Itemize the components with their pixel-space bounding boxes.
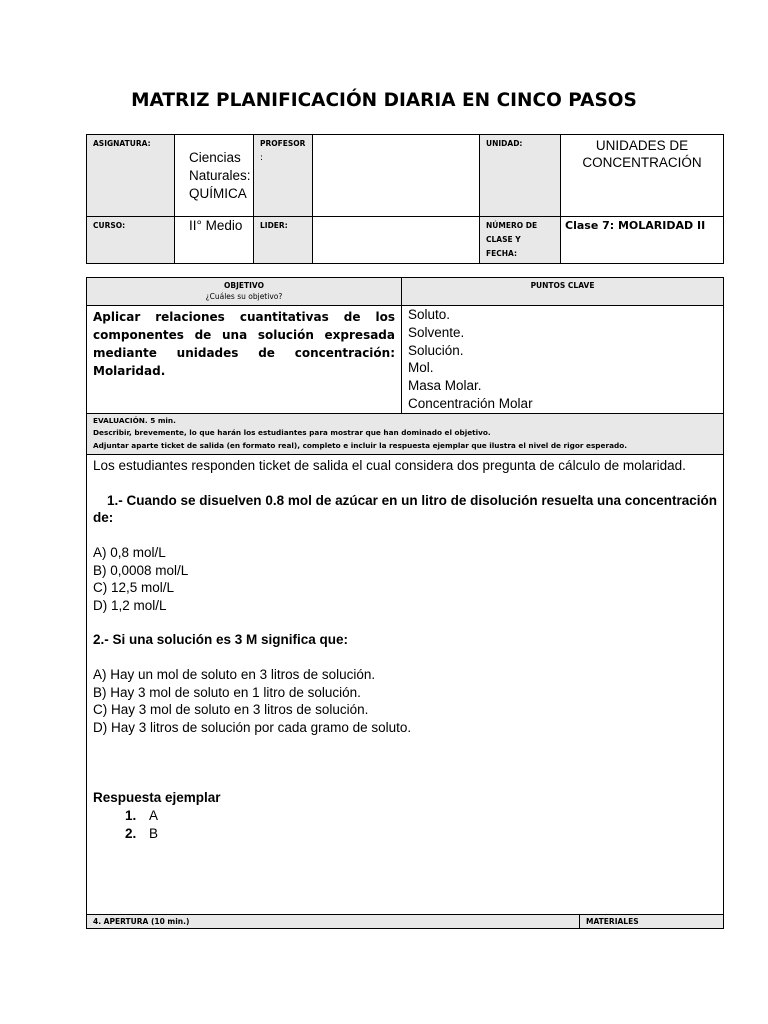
lider-label-cell [254,217,313,264]
key-points-header-cell [402,278,724,306]
answer-list [93,807,717,842]
evaluation-instruction-2: Adjuntar aparte ticket de salida (en formato real), completo e incluir la respuesta ejemplar que ilustra el nivel de rigor esperado. [93,440,627,450]
objective-text-cell [87,306,402,414]
profesor-label: PROFESOR [260,139,306,148]
lider-value-cell [313,217,480,264]
q1-option: C) 12,5 mol/L [93,580,175,596]
materiales-label: MATERIALES [586,917,639,927]
unidad-value-line: UNIDADES DE [595,138,689,153]
evaluation-heading: EVALUACIÓN. 5 min. [93,415,176,425]
answer-item: 2. B [140,825,717,843]
numero-label-cell [480,217,561,264]
curso-value-cell [175,217,254,264]
q1-option: A) 0,8 mol/L [93,545,166,561]
question-2: 2.- Si una solución es 3 M significa que: [93,632,349,648]
main-table [86,277,724,929]
objective-subheader: ¿Cuáles su objetivo? [205,292,283,301]
evaluation-intro: Los estudiantes responden ticket de salida el cual considera dos pregunta de cálculo de molaridad. [93,458,686,474]
key-point-item: Solución. [408,342,464,358]
curso-label: CURSO: [93,221,126,230]
asignatura-value-cell [175,135,254,217]
key-points-cell [402,306,724,414]
profesor-label-cell [254,135,313,217]
asignatura-label: ASIGNATURA: [93,139,151,148]
q1-option: B) 0,0008 mol/L [93,562,189,578]
key-point-item: Soluto. [408,307,451,322]
unidad-value-line: CONCENTRACIÓN [582,155,702,170]
evaluation-header-cell [87,413,724,455]
unidad-label: UNIDAD: [486,139,523,148]
q2-option: D) Hay 3 litros de solución por cada gramo de soluto. [93,719,412,735]
key-point-item: Concentración Molar [408,395,533,411]
asignatura-value-line: QUÍMICA [189,186,247,201]
answer-item: 1. A [140,807,717,825]
clase-value-cell [561,217,724,264]
question-1: 1.- Cuando se disuelven 0.8 mol de azúcar en un litro de disolución resuelta una concentración de: [93,492,717,526]
profesor-value-cell [313,135,480,217]
numero-label-line: CLASE Y [486,235,521,244]
key-points-header: PUNTOS CLAVE [530,281,595,290]
clase-value: Clase 7: MOLARIDAD II [565,219,706,232]
curso-value: II° Medio [189,218,243,233]
numero-label-line: NÚMERO DE [486,221,538,230]
numero-label-line: FECHA: [486,249,517,258]
curso-label-cell [87,217,175,264]
key-point-item: Mol. [408,360,434,376]
objective-text: Aplicar relaciones cuantitativas de los componentes de una solución expresada mediante unidades de concentración: Molaridad. [93,310,395,378]
key-point-item: Masa Molar. [408,378,482,394]
q2-option: C) Hay 3 mol de soluto en 3 litros de solución. [93,702,369,718]
evaluation-body-cell [87,455,724,915]
profesor-colon: : [260,153,264,163]
apertura-cell [87,915,580,929]
unidad-value-cell [561,135,724,217]
evaluation-instruction-1: Describir, brevemente, lo que harán los estudiantes para mostrar que han dominado el objetivo. [93,428,491,438]
answer-heading: Respuesta ejemplar [93,790,221,806]
page-title: MATRIZ PLANIFICACIÓN DIARIA EN CINCO PASOS [131,90,637,111]
materiales-cell [580,915,724,929]
apertura-label: 4. APERTURA (10 min.) [93,917,190,927]
asignatura-label-cell [87,135,175,217]
unidad-label-cell [480,135,561,217]
info-table [86,134,724,264]
lider-label: LIDER: [260,221,288,230]
asignatura-value-line: Ciencias [189,150,241,165]
asignatura-value-line: Naturales: [189,168,251,183]
q2-option: A) Hay un mol de soluto en 3 litros de solución. [93,667,376,683]
objective-header: OBJETIVO [224,281,264,290]
q2-option: B) Hay 3 mol de soluto en 1 litro de solución. [93,684,361,700]
objective-header-cell [87,278,402,306]
q1-option: D) 1,2 mol/L [93,597,167,613]
key-point-item: Solvente. [408,324,465,340]
